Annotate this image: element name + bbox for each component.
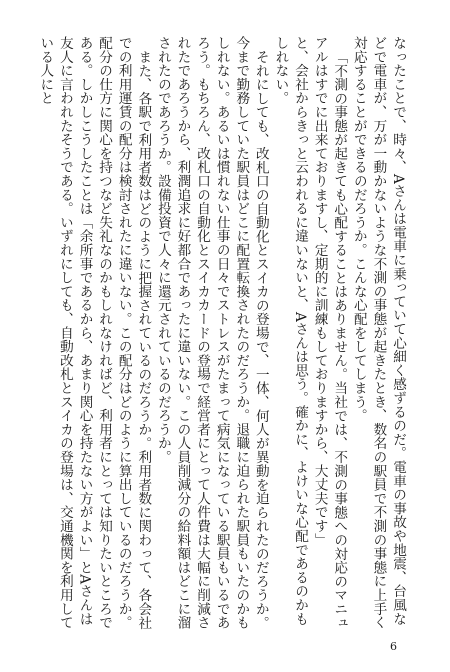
paragraph-1: なったことで、時々、Aさんは電車に乗っていて心細く感ずるのだ。電車の事故や地震、台風などで電車が、万が一動かないような不測の事態が起きたとき、数名の駅員で不測の事態に上手く対応することができるのだろうか。こんな心配をしてしまう。 <box>350 36 406 630</box>
vertical-text-body <box>35 36 407 636</box>
paragraph-2: 「不測の事態が起きても心配することはありません。当社では、不測の事態への対応のマニュアルはすでに出来ておりますし、定期的に訓練もしておりますから、大丈夫です」 <box>311 36 348 630</box>
paragraph-5: また、各駅で利用者数はどのように把握されているのだろうか。利用者数に関わって、各会社での利用運賃の配分は検討されたに違いない。この配分はどのように算出しているのだろうか。配分の仕方に関心を持つなど失礼なのかもしれなければど、利用者にとっては知りたいところである。しかしこうしたことは「余所事であるから、あまり関心を持たない方がよい」とAさんは友人に言われたそうである。いずれにしても、自動改札とスイカの登場は、交通機関を利用している人にと <box>37 36 152 630</box>
paragraph-3: と、会社からきっと云われるに違いないと、Aさんは思う。確かに、よけいな心配であるのかもしれない。 <box>272 36 309 626</box>
page-number: 6 <box>390 640 397 653</box>
paragraph-4: それにしても、改札口の自動化とスイカの登場で、一体、何人が異動を迫られたのだろうか。今まで勤務していた駅員はどこに配置転換されたのだろうか。退職に迫られた駅員もいたのかもしれない。あるいは慣れない仕事の日々でストレスがたまって病気になっている駅員もいるであろう。もちろん、改札口の自動化とスイカカードの登場で経営者にとって人件費は大幅に削減されたであろうから、利潤追求に好都合であったに違いない。この人員削減分の給料額はどこに溜されたのであろうか。設備投資で人々に還元されているのだろうか。 <box>154 36 269 630</box>
